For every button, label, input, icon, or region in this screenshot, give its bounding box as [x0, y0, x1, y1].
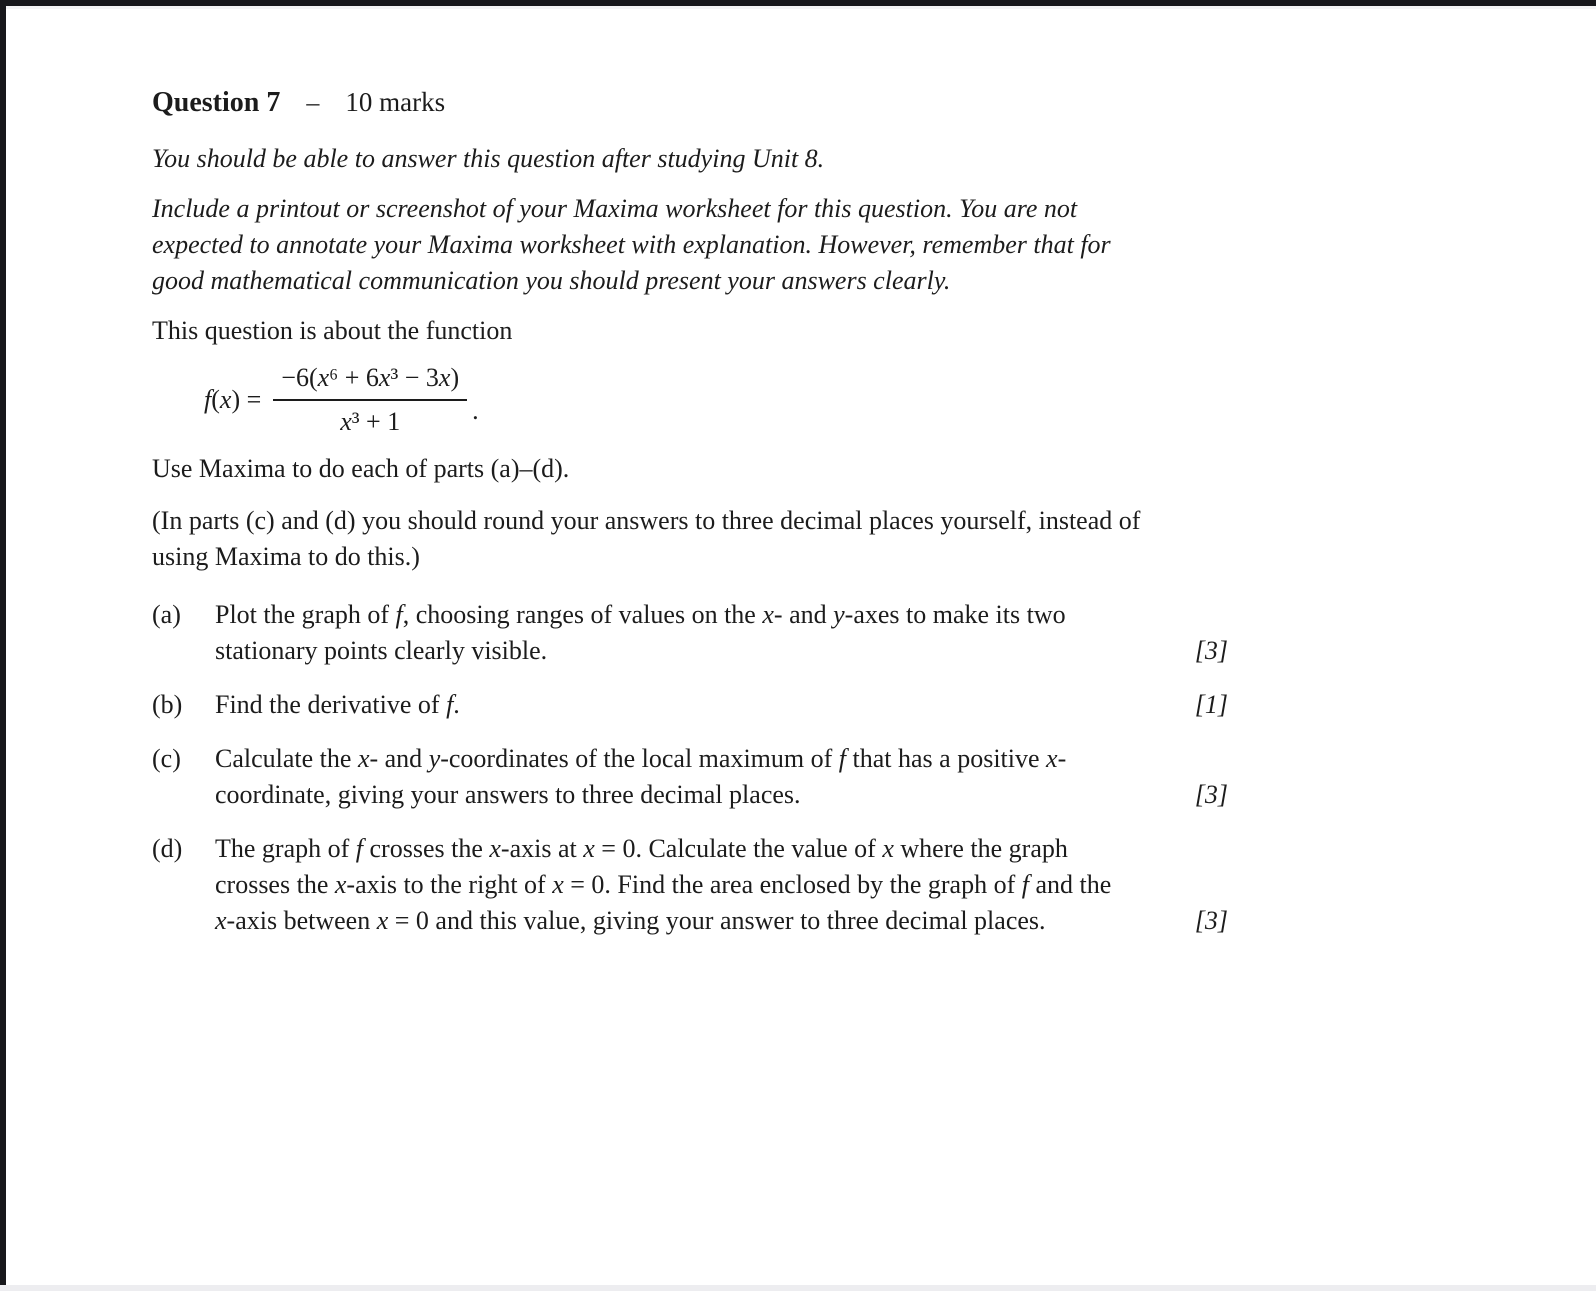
text-run: -axes to make its two stationary points clearly visible.: [215, 600, 1066, 665]
text-run: − 3: [398, 363, 439, 392]
text-run: Plot the graph of: [215, 600, 396, 629]
question-total-marks: 10 marks: [345, 87, 446, 117]
math-variable: x: [438, 363, 451, 392]
fraction-numerator: [273, 357, 467, 399]
math-variable: f: [446, 690, 454, 719]
math-variable: x: [378, 363, 391, 392]
math-variable: x: [219, 385, 232, 414]
part-a: [152, 597, 1228, 669]
window-left-border: [0, 0, 6, 1285]
text-run: .: [453, 690, 460, 719]
part-a-text: [215, 597, 1115, 669]
rounding-note: (In parts (c) and (d) you should round your answers to three decimal places yourself, instead of using Maxima to do this.): [152, 506, 1141, 571]
part-c-marks: [3]: [1194, 780, 1228, 809]
part-b-text: [215, 687, 460, 723]
text-run: -coordinates of the local maximum of: [440, 744, 839, 773]
text-run: and the: [1028, 870, 1112, 899]
text-run: Calculate the: [215, 744, 358, 773]
math-variable: f: [1021, 870, 1029, 899]
part-a-marks: [3]: [1194, 636, 1228, 665]
text-run: + 6: [338, 363, 379, 392]
math-variable: x: [552, 870, 564, 899]
part-c: [152, 741, 1228, 813]
math-variable: x: [357, 744, 370, 773]
header-separator: –: [306, 88, 320, 117]
part-d-text: [215, 831, 1115, 939]
math-variable: f: [355, 834, 364, 863]
math-variable: x: [376, 906, 389, 935]
part-b-marks: [1]: [1194, 690, 1228, 719]
window-bottom-border: [0, 1285, 1596, 1291]
maxima-worksheet-note: Include a printout or screenshot of your Maxima worksheet for this question. You are not expected to annotate your Maxima worksheet with explanation. However, remember that for good mathematical communication you should present your answers clearly.: [152, 194, 1111, 295]
formula-period: .: [472, 396, 479, 425]
text-run: = 0. Calculate the value of: [594, 834, 883, 863]
text-run: = 0. Find the area enclosed by the graph of: [563, 870, 1022, 899]
math-variable: x: [882, 834, 894, 863]
text-run: −6(: [281, 363, 318, 392]
study-note: You should be able to answer this question after studying Unit 8.: [152, 144, 825, 173]
part-b: [152, 687, 1228, 723]
question-header: [152, 82, 1228, 123]
text-run: (: [211, 385, 220, 414]
lead-in-text: This question is about the function: [152, 316, 513, 345]
math-variable: x: [334, 870, 347, 899]
part-c-label: (c): [152, 744, 181, 773]
math-variable: f: [838, 744, 847, 773]
text-run: , choosing ranges of values on the: [402, 600, 763, 629]
question-title: Question 7: [152, 87, 281, 118]
text-run: crosses the: [363, 834, 490, 863]
text-run: - and: [773, 600, 834, 629]
function-definition-formula: [204, 357, 1228, 443]
part-a-label: (a): [152, 600, 181, 629]
part-b-label: (b): [152, 690, 183, 719]
text-run: - and: [369, 744, 429, 773]
top-border-shadow: [0, 6, 1596, 9]
math-variable: y: [833, 600, 845, 629]
math-variable: x: [583, 834, 595, 863]
text-run: -axis to the right of: [346, 870, 553, 899]
math-variable: x: [340, 407, 352, 436]
text-run: Find the derivative of: [215, 690, 447, 719]
text-run: ³: [390, 363, 399, 392]
text-run: The graph of: [215, 834, 356, 863]
text-run: that has a positive: [846, 744, 1047, 773]
math-variable: x: [489, 834, 501, 863]
text-run: ): [450, 363, 460, 392]
question-content: [152, 82, 1228, 939]
part-d-marks: [3]: [1194, 906, 1228, 935]
part-c-text: [215, 741, 1115, 813]
text-run: ) =: [231, 385, 262, 414]
fraction-denominator: [273, 399, 467, 443]
formula-lhs: [204, 380, 261, 420]
part-d-label: (d): [152, 834, 183, 863]
fraction: [273, 357, 467, 443]
math-variable: x: [762, 600, 774, 629]
text-run: ³ + 1: [351, 407, 401, 436]
question-parts-list: [152, 597, 1228, 939]
text-run: ⁶: [329, 363, 339, 392]
math-variable: x: [215, 906, 227, 935]
math-variable: x: [317, 363, 330, 392]
math-variable: x: [1046, 744, 1058, 773]
text-run: -axis between: [226, 906, 377, 935]
text-run: where the graph crosses the: [215, 834, 1068, 899]
math-variable: f: [395, 600, 403, 629]
use-maxima-instruction: Use Maxima to do each of parts (a)–(d).: [152, 454, 570, 483]
math-variable: y: [428, 744, 441, 773]
text-run: -axis at: [500, 834, 584, 863]
math-variable: f: [204, 385, 212, 414]
part-d: [152, 831, 1228, 939]
text-run: -coordinate, giving your answers to three decimal places.: [215, 744, 1067, 809]
text-run: = 0 and this value, giving your answer to three decimal places.: [388, 906, 1046, 935]
